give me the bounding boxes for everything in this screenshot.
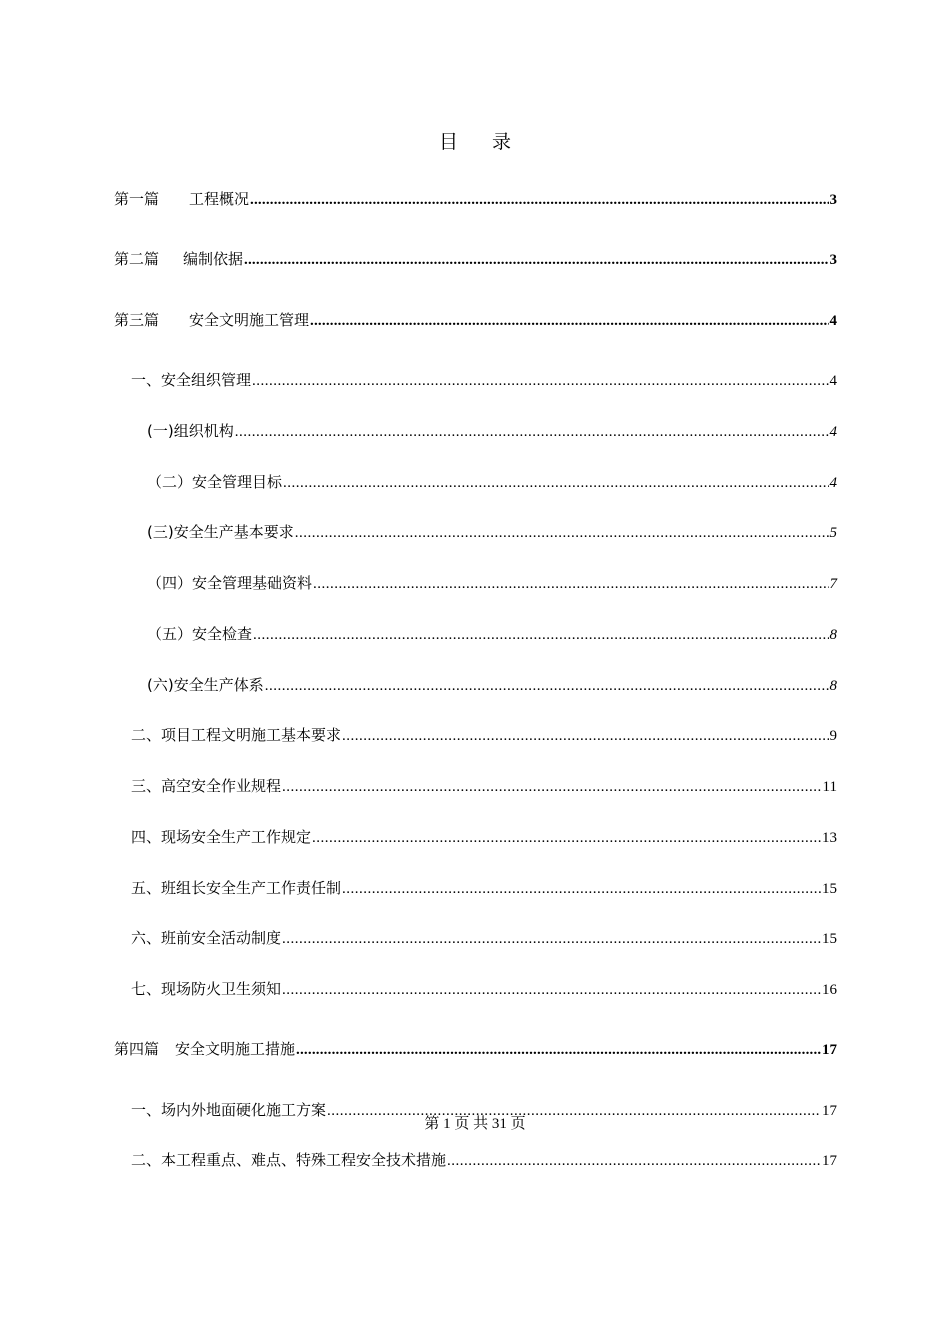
page-number: 15 — [822, 931, 837, 947]
page-number: 4 — [829, 313, 837, 329]
entry-label: (一)组织机构 — [147, 422, 234, 440]
entry-label: 二、项目工程文明施工基本要求 — [131, 726, 342, 744]
toc-entry[interactable] — [131, 826, 837, 848]
page-number: 4 — [829, 475, 837, 491]
entry-label: 一、场内外地面硬化施工方案 — [131, 1101, 327, 1119]
toc-entry[interactable] — [131, 1149, 837, 1171]
toc-entry[interactable] — [131, 724, 837, 746]
dot-leader — [252, 373, 828, 390]
dot-leader — [235, 424, 829, 441]
toc-entry[interactable] — [147, 521, 837, 543]
entry-label: (六)安全生产体系 — [147, 676, 264, 694]
entry-label: （二）安全管理目标 — [147, 473, 283, 491]
page-number: 3 — [829, 192, 837, 208]
toc-entry[interactable] — [147, 674, 837, 696]
dot-leader — [296, 1042, 821, 1059]
part-number: 第一篇 — [114, 190, 160, 208]
part-title: 工程概况 — [189, 190, 250, 208]
page-number: 9 — [829, 728, 837, 744]
dot-leader — [312, 830, 821, 847]
dot-leader — [250, 192, 828, 209]
part-number: 第三篇 — [114, 311, 160, 329]
page-number: 4 — [829, 424, 837, 440]
dot-leader — [244, 252, 828, 269]
toc-entry[interactable] — [131, 877, 837, 899]
toc-entry[interactable] — [114, 188, 837, 210]
dot-leader — [310, 313, 828, 330]
entry-label: 七、现场防火卫生须知 — [131, 980, 282, 998]
toc-entry[interactable] — [114, 309, 837, 331]
toc-entry[interactable] — [131, 369, 837, 391]
page-number: 8 — [829, 627, 837, 643]
entry-label: 四、现场安全生产工作规定 — [131, 828, 312, 846]
dot-leader — [282, 779, 822, 796]
dot-leader — [313, 576, 828, 593]
page-number: 16 — [822, 982, 837, 998]
page-number: 3 — [829, 252, 837, 268]
page-number: 7 — [829, 576, 837, 592]
dot-leader — [342, 728, 828, 745]
page-number: 17 — [822, 1153, 837, 1169]
toc-entry[interactable] — [131, 978, 837, 1000]
part-title: 编制依据 — [183, 250, 244, 268]
toc-entry[interactable] — [114, 248, 837, 270]
part-number: 第四篇 — [114, 1040, 160, 1058]
part-title: 安全文明施工措施 — [175, 1040, 296, 1058]
page-number: 8 — [829, 678, 837, 694]
page-number: 17 — [822, 1042, 837, 1058]
dot-leader — [253, 627, 828, 644]
page-number: 11 — [822, 779, 837, 795]
toc-entry[interactable] — [131, 927, 837, 949]
entry-label: 六、班前安全活动制度 — [131, 929, 282, 947]
toc-title: 目 录 — [438, 131, 526, 153]
entry-label: （五）安全检查 — [147, 625, 253, 643]
toc-entry[interactable] — [147, 471, 837, 493]
toc-entry[interactable] — [131, 775, 837, 797]
toc-entry[interactable] — [114, 1038, 837, 1060]
entry-label: 五、班组长安全生产工作责任制 — [131, 879, 342, 897]
dot-leader — [447, 1153, 821, 1170]
page-number: 15 — [822, 881, 837, 897]
page-number: 13 — [822, 830, 837, 846]
part-number: 第二篇 — [114, 250, 160, 268]
dot-leader — [295, 525, 829, 542]
dot-leader — [283, 475, 828, 492]
toc-entry[interactable] — [147, 572, 837, 594]
entry-label: （四）安全管理基础资料 — [147, 574, 313, 592]
page-number: 4 — [829, 373, 837, 389]
dot-leader — [282, 982, 821, 999]
toc-entry[interactable] — [147, 623, 837, 645]
page-footer: 第 1 页 共 31 页 — [424, 1116, 526, 1132]
page-number: 5 — [829, 525, 837, 541]
dot-leader — [265, 678, 829, 695]
entry-label: 一、安全组织管理 — [131, 371, 252, 389]
dot-leader — [282, 931, 821, 948]
dot-leader — [342, 881, 821, 898]
page-number: 17 — [822, 1103, 837, 1119]
entry-label: (三)安全生产基本要求 — [147, 523, 294, 541]
part-title: 安全文明施工管理 — [189, 311, 310, 329]
toc-entry[interactable] — [147, 420, 837, 442]
entry-label: 三、高空安全作业规程 — [131, 777, 282, 795]
entry-label: 二、本工程重点、难点、特殊工程安全技术措施 — [131, 1151, 447, 1169]
